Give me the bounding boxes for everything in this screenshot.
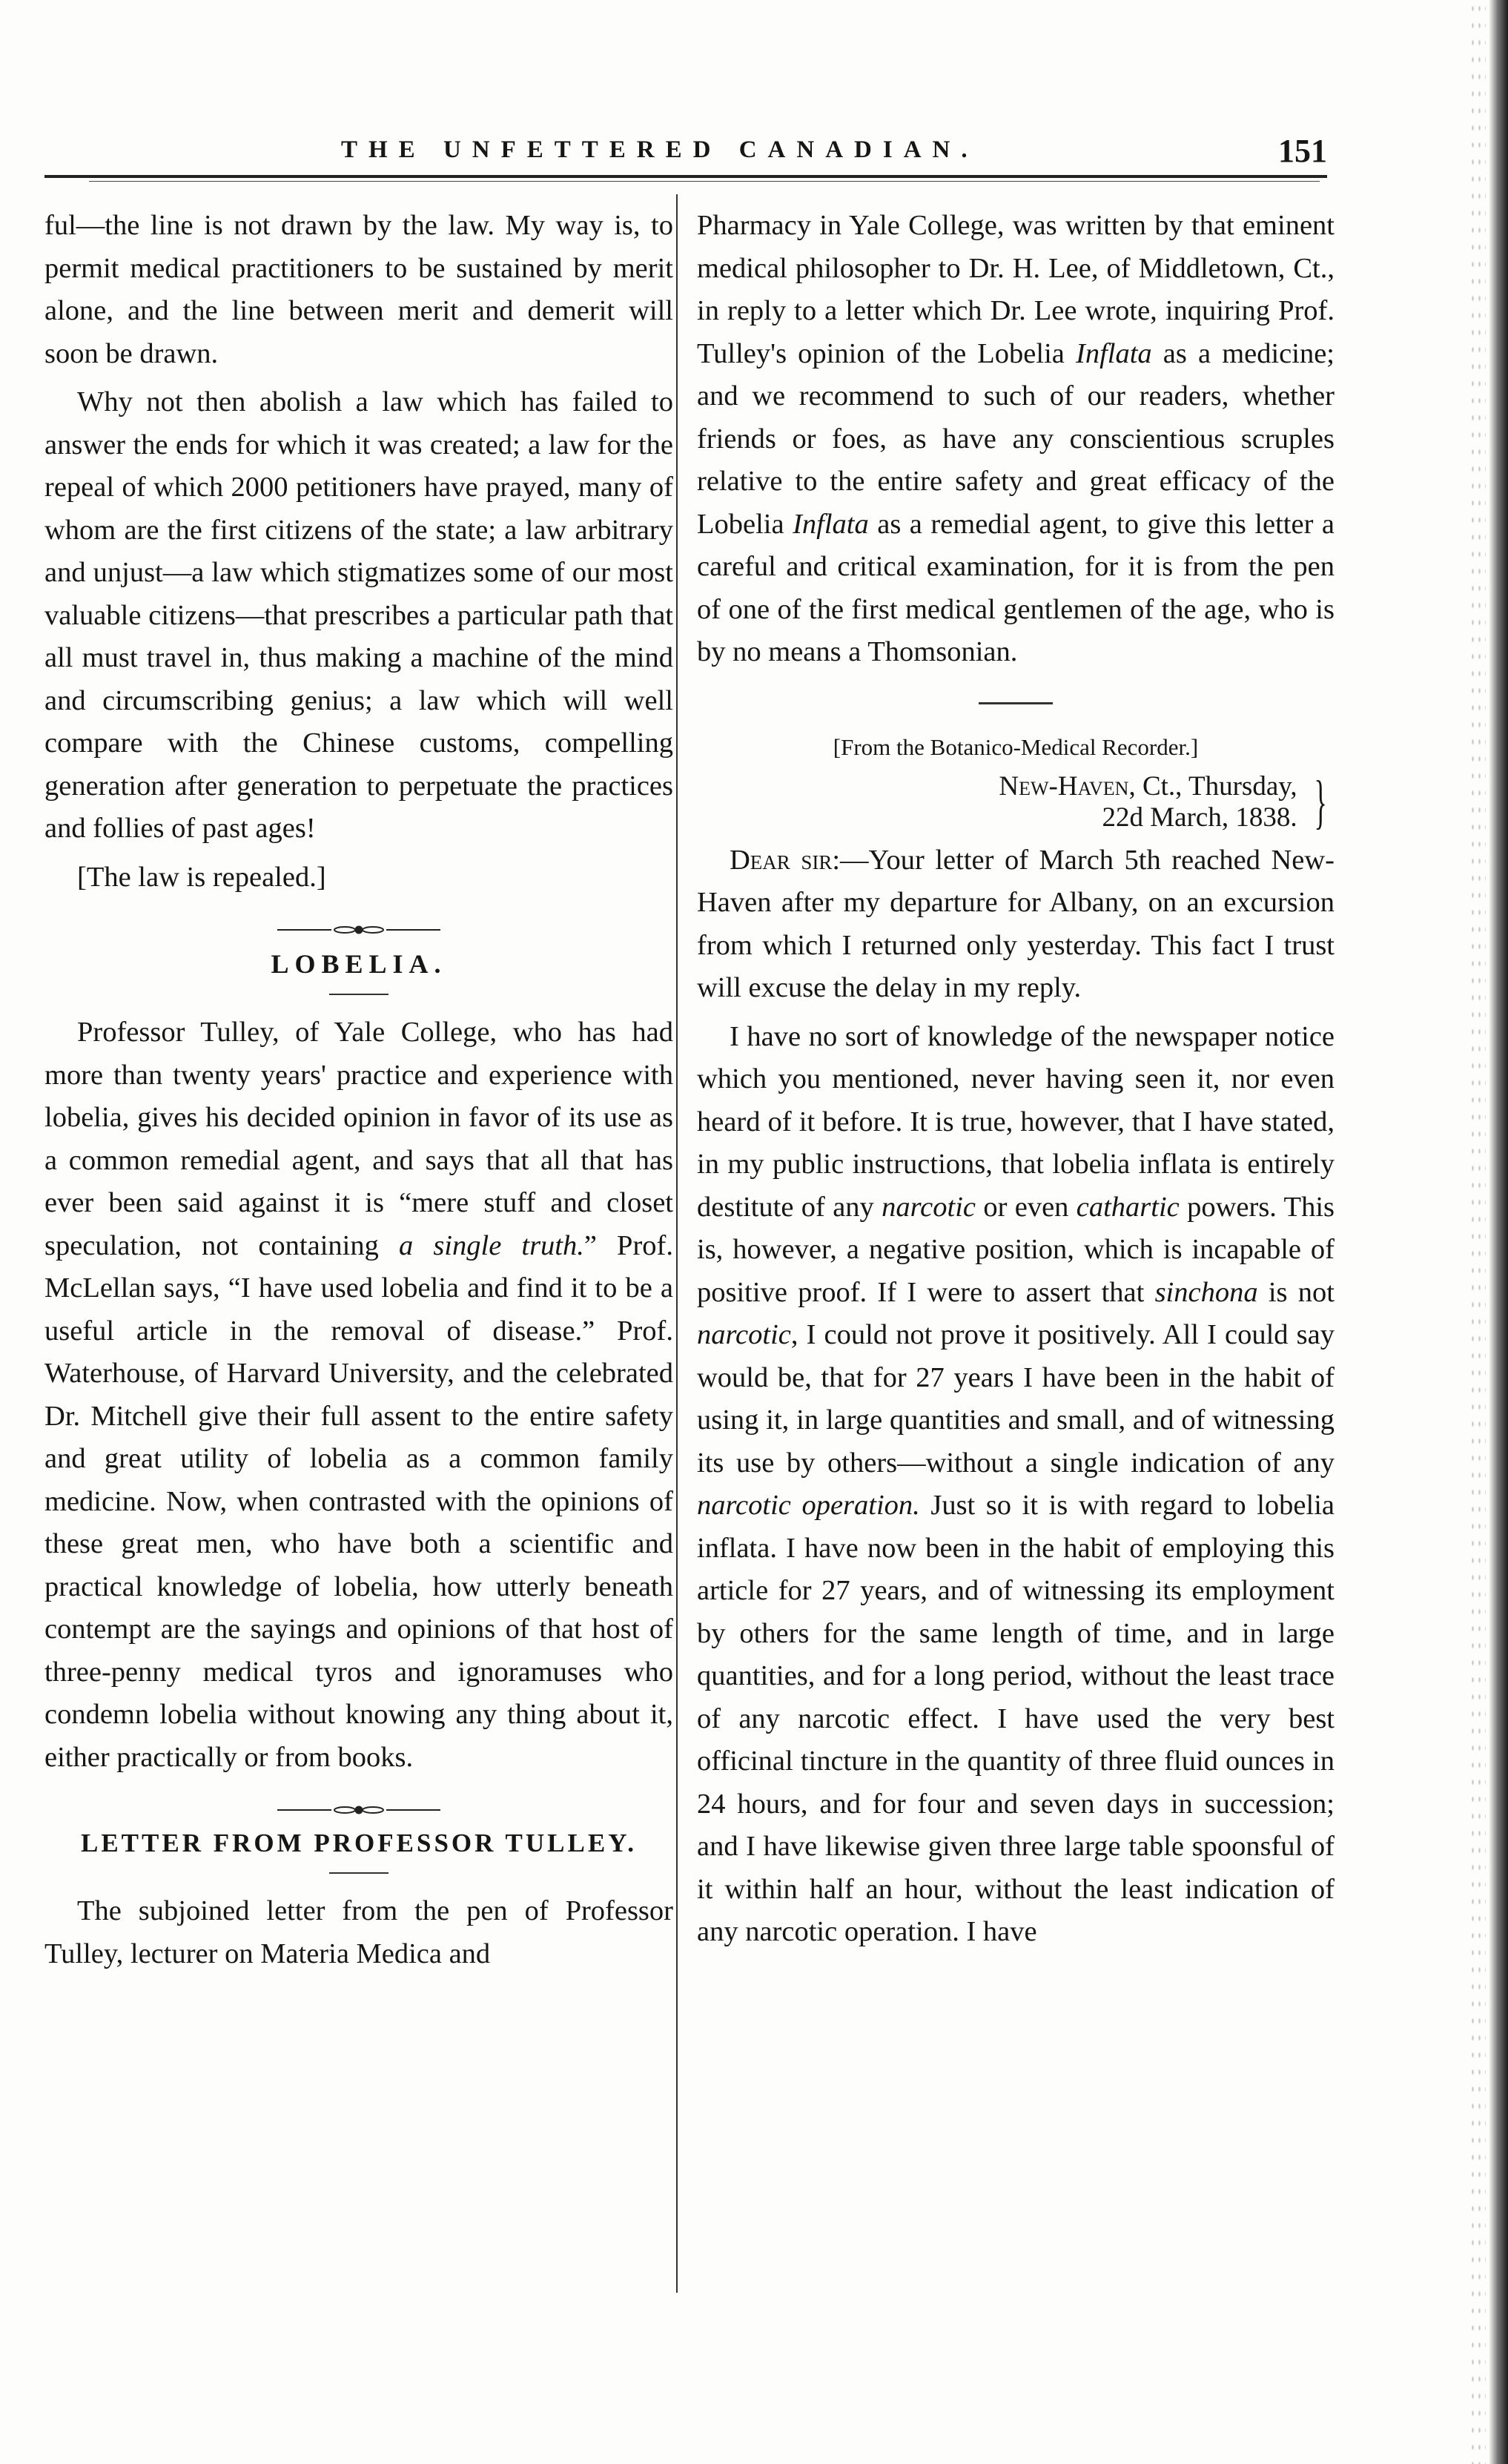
- ornament-divider-2: [274, 1804, 444, 1816]
- paragraph-continued: ful—the line is not drawn by the law. My way is, to permit medical practitioners to be sustained by merit alone, and the line between merit and demerit will soon be drawn.: [44, 210, 673, 369]
- paragraph-subjoined-letter: The subjoined letter from the pen of Professor Tulley, lecturer on Materia Medica and: [44, 1895, 673, 1969]
- paragraph-abolish-law: Why not then abolish a law which has failed to answer the ends for which it was created; a law for the repeal of which 2000 petitioners have prayed, many of whom are the first citizens of the state; a law arbitrary and unjust—a law which stigmatizes some of our most valuable citizens—that prescribes a particular path that all must travel in, thus making a machine of the mind and circumscribing genius; a law which will well compare with the Chinese customs, compelling generation after generation to perpetuate the practices and follies of past ages!: [44, 386, 673, 844]
- page-edge-specks: [1469, 0, 1486, 2464]
- cont-text-a: Pharmacy in Yale College, was written by that eminent medical philosopher to Dr. H. Lee, of Middletown, Ct., in reply to a letter which Dr. Lee wrote, inquiring Prof. Tulley's opinion of the Lobelia: [697, 210, 1335, 369]
- lp2-b: narcotic: [882, 1191, 976, 1223]
- salutation: Dear sir: [730, 844, 833, 876]
- paragraph-continued-right: [697, 205, 1335, 674]
- lp2-c: or even: [976, 1191, 1077, 1223]
- lp2-i: , I could not prove it positively. All I could say would be, that for 27 years I have been in the habit of using it, in large quantities and small, and of witnessing its use by others—without a single indication of any: [697, 1319, 1335, 1479]
- dateline-line-1: [999, 771, 1297, 802]
- dateline-rest: , Ct., Thursday,: [1128, 770, 1297, 802]
- page-edge-shadow: [1489, 0, 1508, 2464]
- short-rule-2: [329, 1872, 388, 1874]
- section-title-lobelia: LOBELIA.: [271, 949, 447, 979]
- cont-text-inflata-2: Inflata: [793, 508, 869, 540]
- running-title: THE UNFETTERED CANADIAN.: [341, 136, 979, 163]
- lp2-e: powers. This is, however, a negative position, which is incapable of positive proof. If I were to assert that: [697, 1191, 1335, 1308]
- cont-text-e: as a remedial agent, to give this letter a careful and critical examination, for it is from the pen of one of the first medical gentlemen of the age, who is by no means a Thomsonian.: [697, 508, 1335, 667]
- lobelia-text-a: Professor Tulley, of Yale College, who has had more than twenty years' practice and experience with lobelia, gives his decided opinion in favor of its use as a common remedial agent, and says that all that has ever been said against it is “mere stuff and closet speculation, not containing: [44, 1017, 673, 1261]
- lobelia-text-c: ” Prof. McLellan says, “I have used lobelia and find it to be a useful article in the removal of disease.” Prof. Waterhouse, of Harvard University, and the celebrated Dr. Mitchell give their full assent to the entire safety and great utility of lobelia as a common family medicine. Now, when contrasted with the opinions of these great men, who have both a scientific and practical knowledge of lobelia, how utterly beneath contempt are the sayings and opinions of that host of three-penny medical tyros and ignoramuses who condemn lobelia without knowing any thing about it, either practically or from books.: [44, 1229, 673, 1773]
- lobelia-text-italic: a single truth.: [398, 1229, 584, 1261]
- header-rule-thin: [89, 181, 1320, 182]
- section-rule: [979, 702, 1053, 704]
- dateline-place: New-Haven: [999, 770, 1129, 802]
- page-number: 151: [1278, 133, 1327, 169]
- letter-paragraph-1: [697, 839, 1335, 1010]
- cont-text-c: as a medicine; and we recommend to such of our readers, whether friends or foes, as have any conscientious scruples relative to the entire safety and great efficacy of the Lobelia: [697, 337, 1335, 540]
- header-rule: [44, 175, 1327, 178]
- dateline-text: [999, 771, 1306, 833]
- letter-paragraph-2: [697, 1016, 1335, 1954]
- lp2-f: sinchona: [1154, 1276, 1258, 1308]
- letter-p1-text: :—Your letter of March 5th reached New-Haven after my departure for Albany, on an excursion from which I returned only yesterday. This fact I trust will excuse the delay in my reply.: [697, 844, 1335, 1003]
- ornament-divider: [274, 924, 444, 936]
- section-title-letter: LETTER FROM PROFESSOR TULLEY.: [80, 1829, 638, 1857]
- dateline: [697, 771, 1335, 833]
- brace-glyph: }: [1314, 769, 1327, 835]
- column-divider: [676, 194, 678, 2293]
- cont-text-inflata: Inflata: [1076, 337, 1152, 369]
- lp2-k: Just so it is with regard to lobelia inflata. I have now been in the habit of employing this article for 27 years, and of witnessing its employment by others for the same length of time, and in large quantities, and for a long period, without the least trace of any narcotic effect. I have used the very best officinal tincture in the quantity of three fluid ounces in 24 hours, and for four and seven days in succession; and I have likewise given three large table spoonsful of it within half an hour, without the least indication of any narcotic operation. I have: [697, 1490, 1335, 1947]
- lp2-d: cathartic: [1076, 1191, 1180, 1223]
- right-column: [697, 205, 1335, 1954]
- dateline-line-2: 22d March, 1838.: [1102, 802, 1297, 833]
- paragraph-lobelia: [44, 1011, 673, 1779]
- lp2-g: is not: [1257, 1276, 1335, 1308]
- left-column: [44, 205, 673, 1975]
- paragraph-law-repealed: [The law is repealed.]: [77, 861, 326, 893]
- page-header: [341, 132, 1327, 176]
- lp2-j: narcotic operation.: [697, 1490, 920, 1521]
- lp2-a: I have no sort of knowledge of the newspaper notice which you mentioned, never having seen it, nor even heard of it before. It is true, however, that I have stated, in my public instructions, that lobelia inflata is entirely destitute of any: [697, 1020, 1335, 1223]
- lp2-h: narcotic: [697, 1319, 791, 1350]
- source-line: [From the Botanico-Medical Recorder.]: [833, 733, 1199, 760]
- short-rule: [329, 994, 388, 995]
